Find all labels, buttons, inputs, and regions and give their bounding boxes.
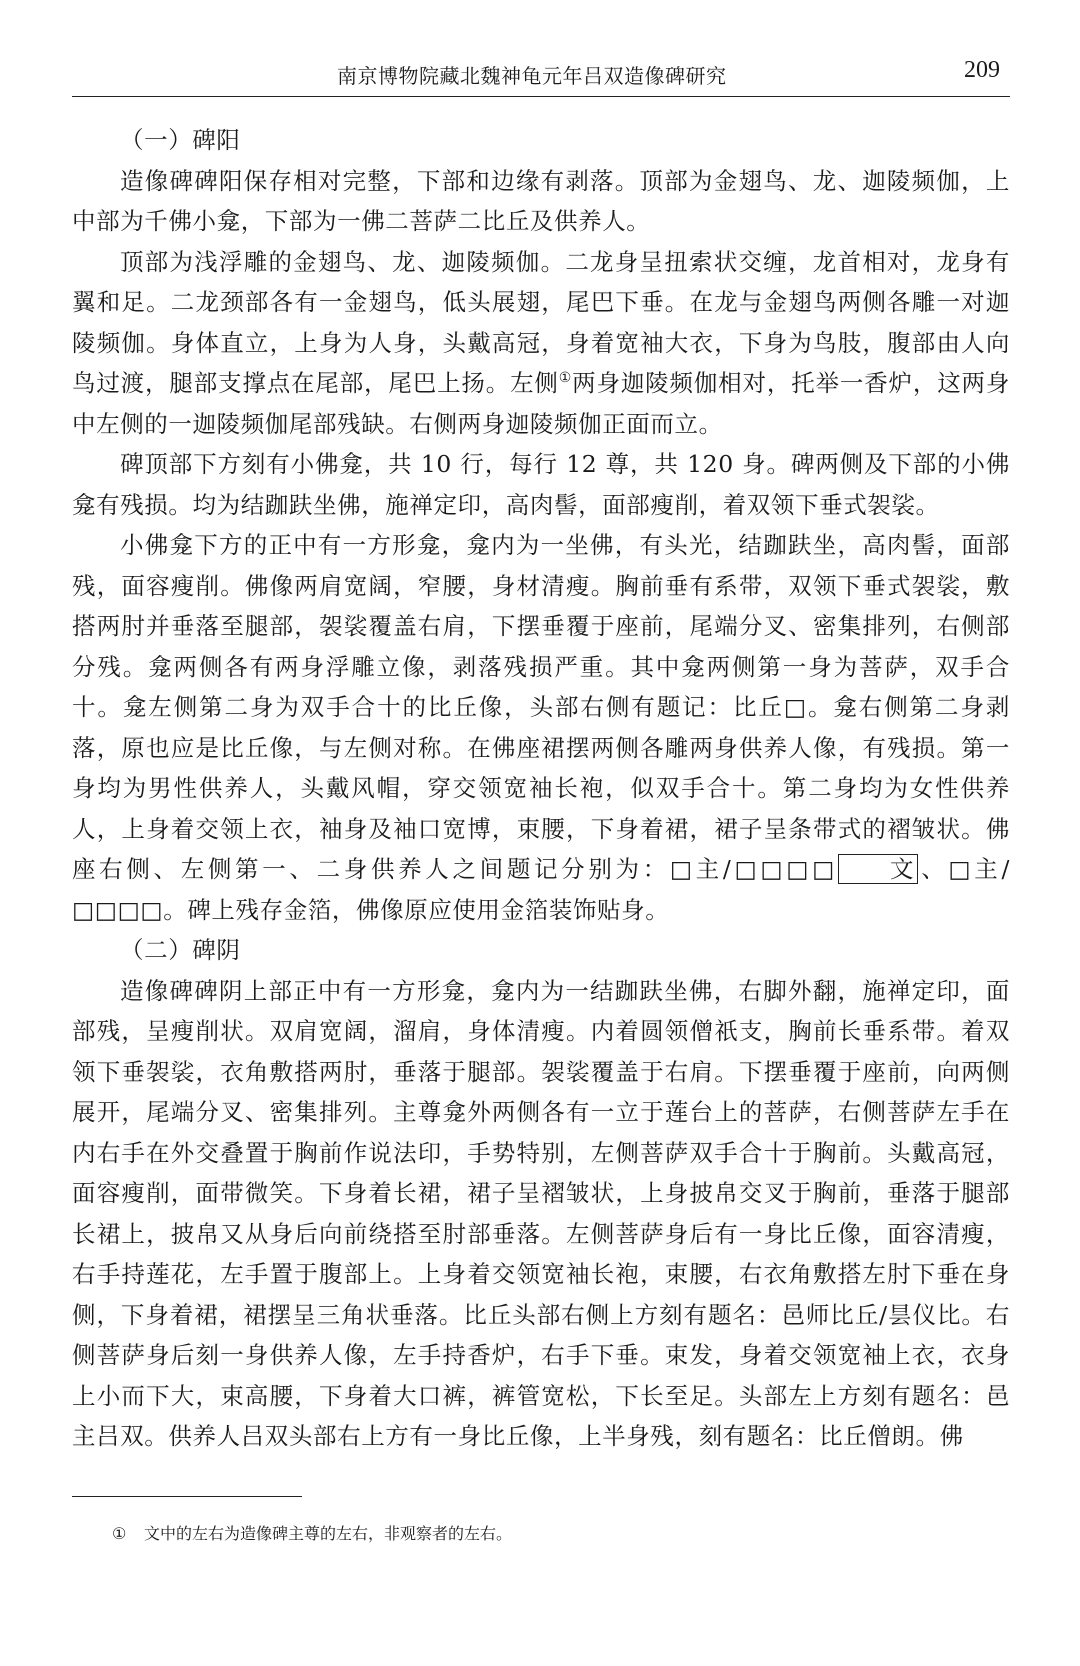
section-heading-front: （一）碑阳: [120, 126, 241, 154]
article-body: [72, 120, 1010, 1457]
footnote-mark: ①: [112, 1524, 127, 1543]
paragraph-top-relief-part1: 顶部为浅浮雕的金翅鸟、龙、迦陵频伽。二龙身呈扭索状交缠，龙首相对，龙身有翼和足。二龙颈部各有一金翅鸟，低头展翅，尾巴下垂。在龙与金翅鸟两侧各雕一对迦陵频伽。身体直立，上身为人身，头戴高冠，身着宽袖大衣，下身为鸟肢，腹部由人向鸟过渡，腿部支撑点在尾部，尾巴上扬。左侧: [72, 247, 1010, 397]
paragraph-main-niche-part2: 、□主/□□□□。碑上残存金箔，佛像原应使用金箔装饰贴身。: [72, 855, 1010, 924]
footnote: [112, 1522, 512, 1546]
paragraph-top-relief-part2: 两身迦陵频伽相对，托举一香炉，这两身中左侧的一迦陵频伽尾部残缺。右侧两身迦陵频伽正面而立。: [72, 369, 1010, 438]
paragraph-small-niches: 碑顶部下方刻有小佛龛，共 10 行，每行 12 尊，共 120 身。碑两侧及下部的小佛龛有残损。均为结跏趺坐佛，施禅定印，高肉髻，面部瘦削，着双领下垂式袈裟。: [72, 450, 1010, 519]
footnote-rule: [72, 1496, 302, 1497]
running-title: 南京博物院藏北魏神龟元年吕双造像碑研究: [337, 64, 727, 88]
section-heading-back: （二）碑阴: [120, 936, 241, 964]
paragraph-overview: 造像碑碑阳保存相对完整，下部和边缘有剥落。顶部为金翅鸟、龙、迦陵频伽，上中部为千佛小龛，下部为一佛二菩萨二比丘及供养人。: [72, 166, 1010, 235]
paragraph-main-niche: [72, 525, 1010, 930]
paragraph-back-side: 造像碑碑阴上部正中有一方形龛，龛内为一结跏趺坐佛，右脚外翻，施禅定印，面部残，呈瘦削状。双肩宽阔，溜肩，身体清瘦。内着圆领僧祇支，胸前长垂系带。着双领下垂袈裟，衣角敷搭两肘，垂落于腿部。袈裟覆盖于右肩。下摆垂覆于座前，向两侧展开，尾端分叉、密集排列。主尊龛外两侧各有一立于莲台上的菩萨，右侧菩萨左手在内右手在外交叠置于胸前作说法印，手势特别，左侧菩萨双手合十于胸前。头戴高冠，面容瘦削，面带微笑。下身着长裙，裙子呈褶皱状，上身披帛交叉于胸前，垂落于腿部长裙上，披帛又从身后向前绕搭至肘部垂落。左侧菩萨身后有一身比丘像，面容清瘦，右手持莲花，左手置于腹部上。上身着交领宽袖长袍，束腰，右衣角敷搭左肘下垂在身侧，下身着裙，裙摆呈三角状垂落。比丘头部右侧上方刻有题名：邑师比丘/昙仪比。右侧菩萨身后刻一身供养人像，左手持香炉，右手下垂。束发，身着交领宽袖上衣，衣身上小而下大，束高腰，下身着大口裤，裤管宽松，下长至足。头部左上方刻有题名：邑主吕双。供养人吕双头部右上方有一身比丘像，上半身残，刻有题名：比丘僧朗。佛: [72, 976, 1010, 1450]
boxed-character: 文: [838, 854, 918, 884]
paragraph-main-niche-part1: 小佛龛下方的正中有一方形龛，龛内为一坐佛，有头光，结跏趺坐，高肉髻，面部残，面容瘦削。佛像两肩宽阔，窄腰，身材清瘦。胸前垂有系带，双领下垂式袈裟，敷搭两肘并垂落至腿部，袈裟覆盖右肩，下摆垂覆于座前，尾端分叉、密集排列，右侧部分残。龛两侧各有两身浮雕立像，剥落残损严重。其中龛两侧第一身为菩萨，双手合十。龛左侧第二身为双手合十的比丘像，头部右侧有题记：比丘□。龛右侧第二身剥落，原也应是比丘像，与左侧对称。在佛座裙摆两侧各雕两身供养人像，有残损。第一身均为男性供养人，头戴风帽，穿交领宽袖长袍，似双手合十。第二身均为女性供养人，上身着交领上衣，袖身及袖口宽博，束腰，下身着裙，裙子呈条带式的褶皱状。佛座右侧、左侧第一、二身供养人之间题记分别为：□主/□□□□: [72, 531, 1010, 883]
header-rule: [72, 96, 1010, 97]
running-head: [72, 54, 1010, 94]
page-number: 209: [964, 57, 1000, 83]
footnote-reference[interactable]: ①: [558, 370, 573, 387]
footnote-text: 文中的左右为造像碑主尊的左右，非观察者的左右。: [144, 1524, 513, 1543]
paragraph-top-relief: [72, 242, 1010, 445]
